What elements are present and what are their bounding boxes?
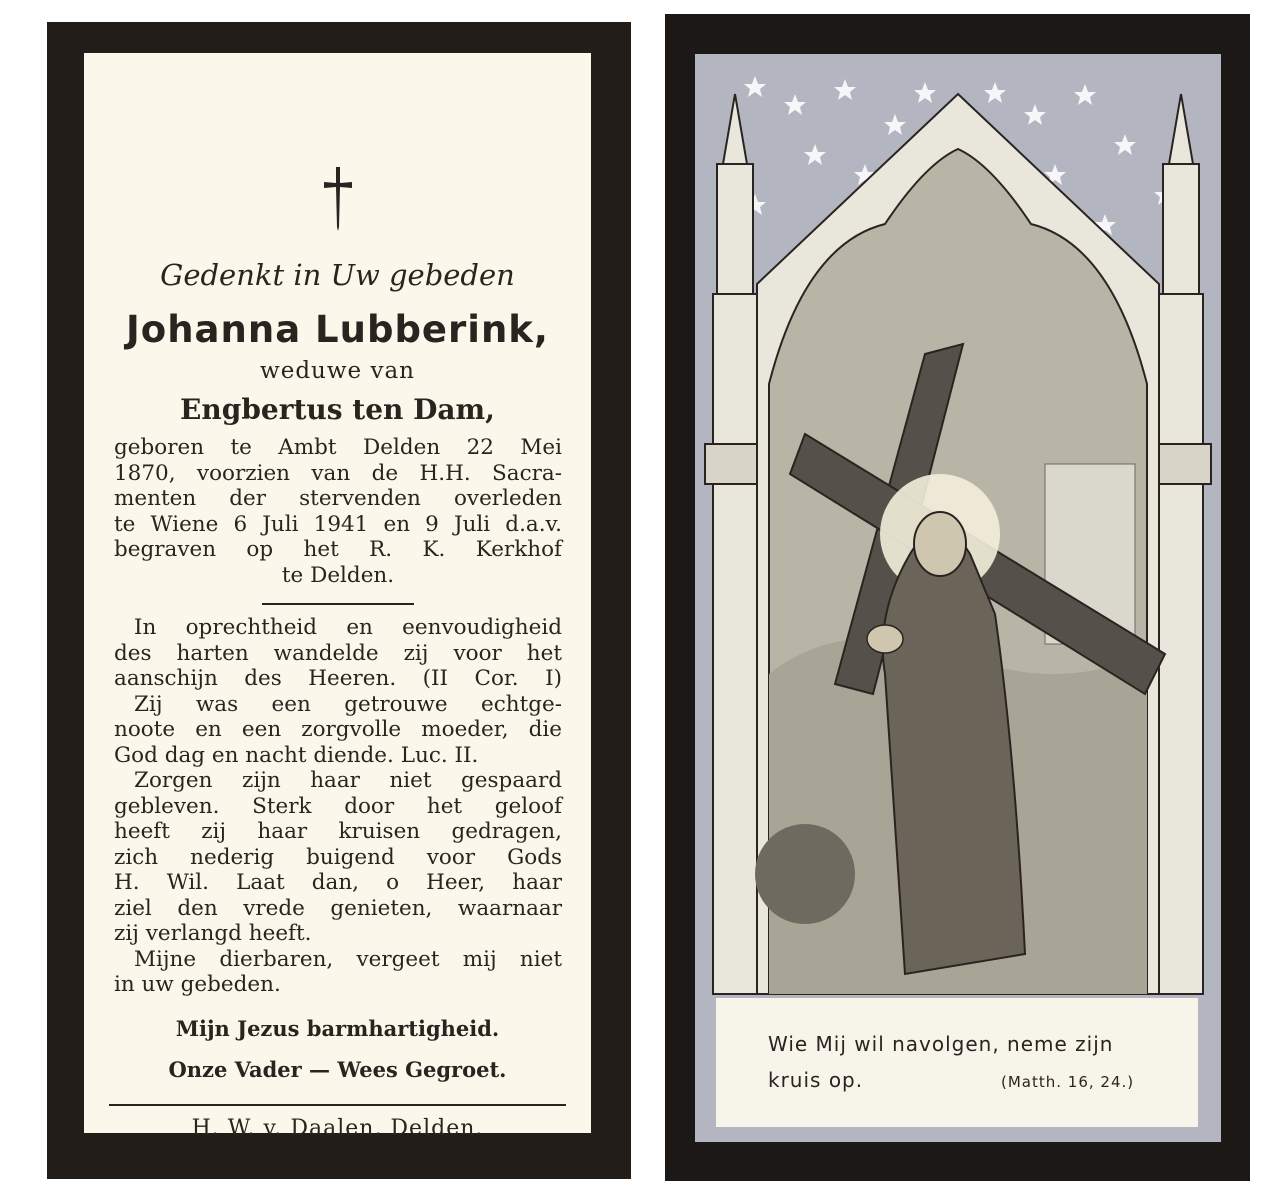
latin-cross-icon [318, 163, 358, 233]
rock [755, 824, 855, 924]
eulogy-line: heeft zij haar kruisen gedragen, [114, 819, 562, 844]
bio-line: geboren te Ambt Delden 22 Mei [114, 435, 562, 460]
husband-name: Engbertus ten Dam, [180, 393, 495, 426]
eulogy-line: gebleven. Sterk door het geloof [114, 793, 562, 819]
illustration-frame [695, 54, 1221, 1142]
deceased-name: Johanna Lubberink, [126, 308, 549, 351]
bio-line: 1870, voorzien van de H.H. Sacra- [114, 460, 562, 486]
eulogy-line: Zij was een getrouwe echtge- [134, 691, 562, 717]
scripture-reference: (Matth. 16, 24.) [1001, 1073, 1135, 1091]
prayer-mercy: Mijn Jezus barmhartigheid. [175, 1016, 500, 1041]
eulogy-line: in uw gebeden. [114, 972, 281, 997]
christ-carrying-cross-illustration [695, 54, 1221, 1142]
prayer-our-father: Onze Vader — Wees Gegroet. [168, 1057, 507, 1082]
eulogy-line: des harten wandelde zij voor het [114, 640, 562, 666]
biography-paragraph [114, 435, 562, 588]
cross-container [84, 163, 591, 237]
eulogy-line: Mijne dierbaren, vergeet mij niet [134, 946, 562, 972]
memorial-card-text [47, 22, 631, 1179]
footer-divider [109, 1104, 566, 1106]
caption-line-1: Wie Mij wil navolgen, neme zijn [768, 1032, 1114, 1056]
eulogy-line: In oprechtheid en eenvoudigheid [134, 615, 562, 640]
eulogy-paragraph [114, 615, 562, 998]
printer-credit: H. W. v. Daalen, Delden. [191, 1116, 484, 1141]
eulogy-line: zij verlangd heeft. [114, 921, 312, 946]
eulogy-line: God dag en nacht diende. Luc. II. [114, 742, 479, 768]
eulogy-line: ziel den vrede genieten, waarnaar [114, 895, 562, 921]
eulogy-line: zich nederig buigend voor Gods [114, 844, 562, 870]
figure-head [914, 512, 966, 576]
text-panel [84, 53, 591, 1141]
memorial-card-image [665, 14, 1250, 1181]
bio-line: menten der stervenden overleden [114, 486, 562, 511]
eulogy-line: H. Wil. Laat dan, o Heer, haar [114, 870, 562, 895]
eulogy-line: noote en een zorgvolle moeder, die [114, 717, 562, 742]
eulogy-line: Zorgen zijn haar niet gespaard [134, 768, 562, 793]
bio-line: te Delden. [281, 562, 395, 588]
bio-line: te Wiene 6 Juli 1941 en 9 Juli d.a.v. [114, 511, 562, 537]
widow-of-label: weduwe van [260, 358, 415, 384]
bio-line: begraven op het R. K. Kerkhof [114, 537, 562, 562]
remember-heading: Gedenkt in Uw gebeden [160, 258, 515, 292]
eulogy-line: aanschijn des Heeren. (II Cor. I) [114, 666, 562, 691]
figure-hand [867, 625, 903, 653]
scripture-caption [716, 998, 1198, 1127]
caption-line-2: kruis op. [768, 1068, 864, 1092]
section-divider [262, 603, 414, 605]
